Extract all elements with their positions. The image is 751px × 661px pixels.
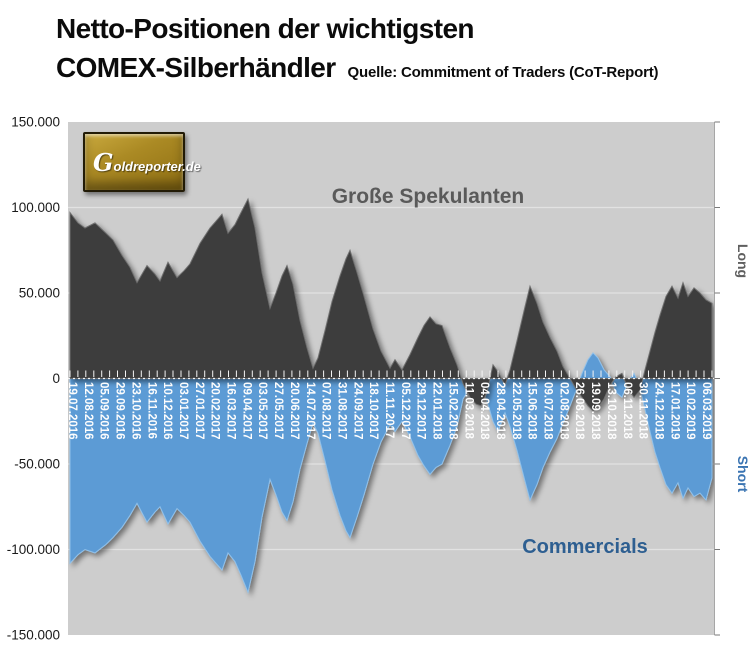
- x-axis-label: 16.03.2017: [224, 382, 237, 440]
- x-axis-label: 03.01.2017: [176, 382, 189, 440]
- right-axis-ticks: [715, 122, 721, 635]
- y-axis-label: 50.000: [18, 285, 60, 301]
- label-grosse-spekulanten: Große Spekulanten: [331, 185, 525, 208]
- x-axis-label: 26.08.2018: [573, 382, 586, 440]
- x-axis-label: 29.12.2017: [414, 382, 427, 440]
- x-axis-label: 31.08.2017: [335, 382, 348, 440]
- x-axis-label: 22.01.2018: [430, 382, 443, 440]
- x-axis-label: 07.08.2017: [319, 382, 332, 440]
- x-axis-labels: [66, 382, 712, 440]
- x-axis-label: 19.09.2018: [589, 382, 601, 440]
- label-long: Long: [735, 243, 751, 279]
- x-axis-label: 19.07.2016: [66, 382, 78, 440]
- chart-title-line1: Netto-Positionen der wichtigsten: [56, 13, 474, 44]
- x-axis-label: 15.06.2018: [525, 382, 538, 440]
- x-axis-label: 14.07.2017: [303, 382, 316, 440]
- x-axis-label: 28.04.2018: [493, 382, 506, 440]
- chart-title-line2: COMEX-Silberhändler: [56, 52, 336, 83]
- x-axis-label: 02.08.2018: [557, 382, 570, 440]
- x-axis-label: 09.07.2018: [541, 382, 554, 440]
- x-axis-label: 27.01.2017: [192, 382, 205, 440]
- x-axis-label: 22.05.2018: [509, 382, 522, 440]
- label-short: Short: [735, 455, 751, 493]
- goldreporter-logo: [83, 132, 201, 192]
- x-axis-label: 20.02.2017: [208, 382, 221, 440]
- x-axis-label: 11.03.2018: [462, 382, 475, 439]
- x-axis-label: 23.10.2016: [129, 382, 142, 440]
- y-axis-label: 100.000: [11, 200, 60, 215]
- x-axis-label: 03.05.2017: [256, 382, 269, 440]
- x-axis-label: 04.04.2018: [478, 382, 491, 440]
- x-axis-label: 10.02.2019: [684, 382, 697, 440]
- x-axis-label: 18.10.2017: [367, 382, 380, 440]
- x-axis-label: 29.09.2016: [113, 382, 126, 440]
- x-axis-label: 20.06.2017: [287, 382, 300, 440]
- x-axis-label: 09.04.2017: [240, 382, 253, 440]
- x-axis-label: 27.05.2017: [272, 382, 284, 440]
- y-axis-labels: [7, 115, 60, 643]
- chart-source-note: Quelle: Commitment of Traders (CoT-Report): [347, 64, 659, 81]
- x-axis-label: 24.09.2017: [351, 382, 364, 440]
- x-axis-label: 05.09.2016: [97, 382, 110, 440]
- x-axis-label: 16.11.2016: [145, 382, 158, 439]
- x-axis-label: 10.12.2016: [161, 382, 174, 440]
- x-axis-label: 15.02.2018: [446, 382, 459, 440]
- x-axis-label: 06.03.2019: [700, 382, 712, 440]
- x-axis-label: 17.01.2019: [668, 382, 681, 440]
- x-axis-label: 24.12.2018: [652, 382, 665, 440]
- y-axis-label: -50.000: [14, 456, 60, 472]
- y-axis-label: 0: [52, 371, 60, 386]
- y-axis-label: -100.000: [6, 542, 60, 557]
- y-axis-label: -150.000: [6, 627, 60, 643]
- x-axis-label: 06.11.2018: [620, 382, 633, 439]
- label-commercials: Commercials: [522, 536, 648, 558]
- x-axis-label: 30.11.2018: [636, 382, 649, 439]
- x-axis-label: 12.08.2016: [81, 382, 94, 440]
- y-axis-label: 150.000: [11, 114, 60, 130]
- x-axis-label: 11.11.2017: [383, 382, 395, 439]
- goldreporter-logo-text: Goldreporter.de: [93, 147, 201, 177]
- x-axis-label: 13.10.2018: [604, 382, 617, 440]
- x-axis-label: 05.12.2017: [398, 382, 411, 440]
